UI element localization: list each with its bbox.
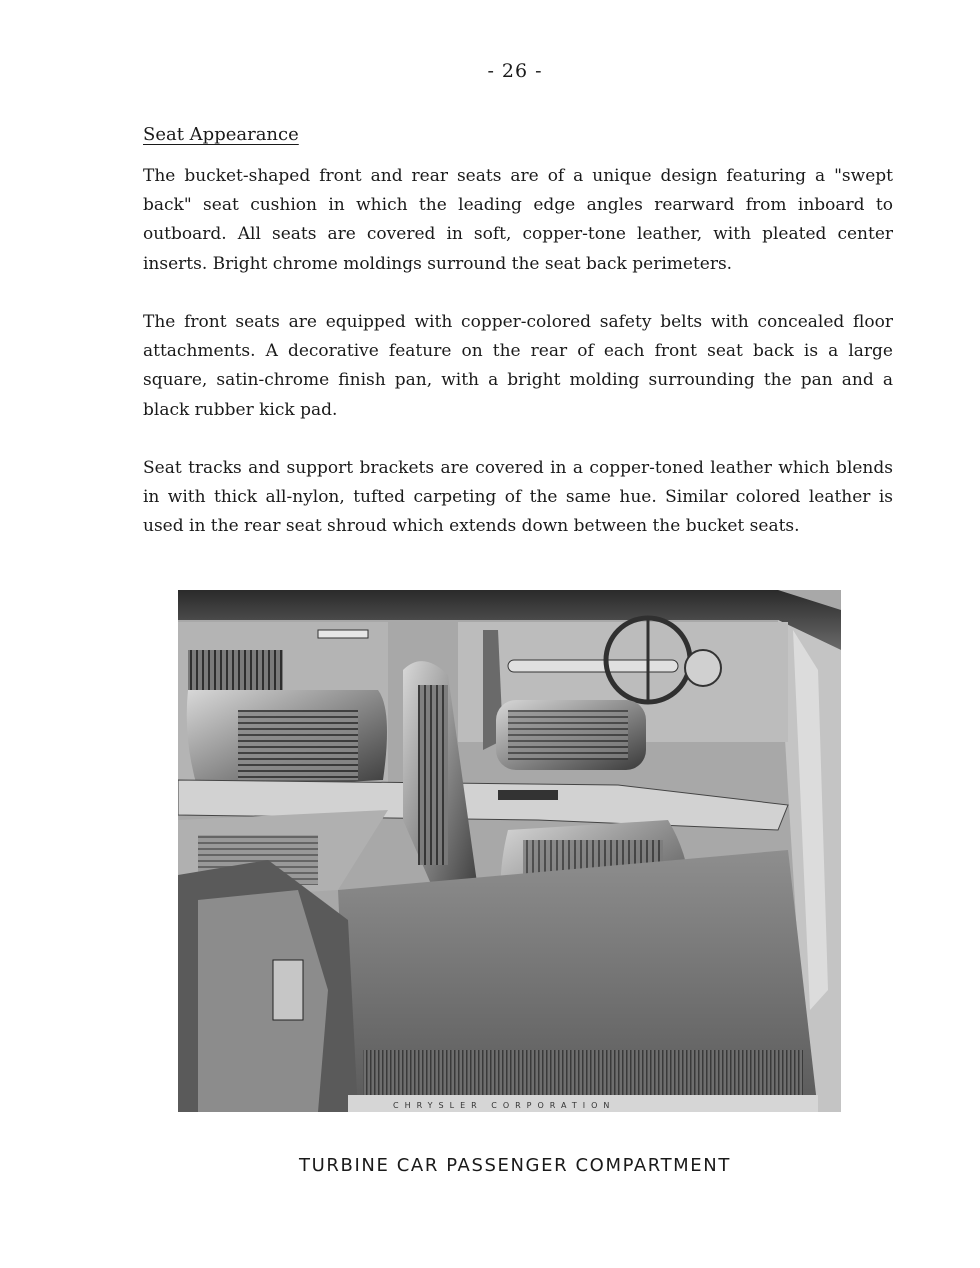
paragraph-1: The bucket-shaped front and rear seats are of a unique design featuring a "swept back" seat cushion in which the leading edge angles rearward from inboard to outboard. All seats are covered in soft, copper-tone leather, with pleated center inserts. Bright chrome moldings surround the seat back perimeters. <box>143 166 893 274</box>
page-number: - 26 - <box>487 60 543 82</box>
sill-plate-text: CHRYSLER CORPORATION <box>393 1101 616 1110</box>
paragraph-2: The front seats are equipped with copper-colored safety belts with concealed floor attachments. A decorative feature on the rear of each front seat back is a large square, satin-chrome finish pan, with a bright molding surrounding the pan and a black rubber kick pad. <box>143 312 893 420</box>
paragraph-3: Seat tracks and support brackets are covered in a copper-toned leather which blends in with thick all-nylon, tufted carpeting of the same hue. Similar colored leather is used in the rear seat shroud which extends down between the bucket seats. <box>143 458 893 537</box>
section-heading: Seat Appearance <box>143 124 299 145</box>
interior-illustration <box>178 590 841 1112</box>
interior-photo <box>178 590 841 1112</box>
figure-caption: TURBINE CAR PASSENGER COMPARTMENT <box>299 1155 731 1176</box>
